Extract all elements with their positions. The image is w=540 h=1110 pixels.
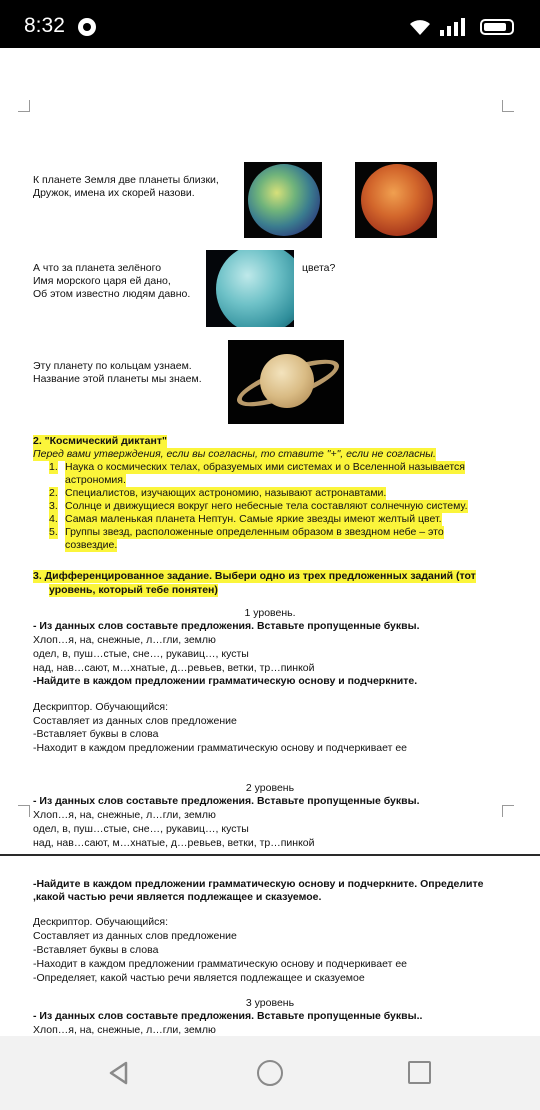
descriptor-item: Составляет из данных слов предложение [33,930,237,942]
dictation-item-number: 2. [49,487,58,499]
dictation-item-number: 1. [49,461,58,473]
home-icon[interactable] [257,1060,283,1086]
task3-heading: уровень, который тебе понятен) [49,584,218,596]
dictation-item: астрономия. [65,474,126,486]
word-set: Хлоп…я, на, снежные, л…гли, землю [33,634,216,646]
descriptor-item: Составляет из данных слов предложение [33,715,237,727]
word-set: Хлоп…я, на, снежные, л…гли, землю [33,1024,216,1036]
task2-title: 2. "Космический диктант" [33,435,167,447]
word-set: одел, в, пуш…стые, сне…, рукавиц…, кусты [33,823,249,835]
level3-instruction: - Из данных слов составьте предложения. Вставьте пропущенные буквы.. [33,1010,423,1022]
dictation-item: Самая маленькая планета Нептун. Самые яркие звезды имеют желтый цвет. [65,513,442,525]
status-icons [408,17,518,37]
word-set: над, нав…сают, м…хнатые, д…ревьев, ветки, тр…пинкой [33,662,315,674]
descriptor-heading: Дескриптор. Обучающийся: [33,916,168,928]
level1-heading: 1 уровень. [244,607,296,619]
wifi-icon [408,17,432,37]
word-set: над, нав…сают, м…хнатые, д…ревьев, ветки, тр…пинкой [33,837,315,849]
riddle-line: Название этой планеты мы знаем. [33,373,202,385]
task2-intro: Перед вами утверждения, если вы согласны, то ставите "+", если не согласны. [33,448,436,460]
battery-icon [480,19,514,35]
riddle-line: Об этом известно людям давно. [33,288,191,300]
dictation-item-number: 5. [49,526,58,538]
document-page-1 [0,100,540,860]
riddle-line: Имя морского царя ей дано, [33,275,171,287]
back-icon[interactable] [106,1060,132,1086]
level2-task: -Найдите в каждом предложении грамматическую основу и подчеркните. Определите [33,878,484,890]
document-viewer[interactable] [0,48,540,1036]
dictation-item: Специалистов, изучающих астрономию, называют астронавтами. [65,487,387,499]
level1-task: -Найдите в каждом предложении грамматическую основу и подчеркните. [33,675,418,687]
venus-image [244,162,322,238]
navigation-bar [0,1036,540,1110]
status-bar [0,0,540,48]
word-set: Хлоп…я, на, снежные, л…гли, землю [33,809,216,821]
descriptor-item: -Определяет, какой частью речи является подлежащее и сказуемое [33,972,365,984]
mars-image [355,162,437,238]
descriptor-item: -Находит в каждом предложении грамматическую основу и подчеркивает ее [33,742,407,754]
dictation-item: Группы звезд, расположенные определенным образом в звездном небе – это [65,526,444,538]
whatsapp-icon [78,18,96,36]
status-time: 8:32 [24,14,65,37]
sheet-top [0,48,540,100]
dictation-item-number: 4. [49,513,58,525]
level2-instruction: - Из данных слов составьте предложения. Вставьте пропущенные буквы. [33,795,420,807]
recents-icon[interactable] [408,1061,431,1084]
document-page-2 [0,856,540,1036]
riddle-line: Эту планету по кольцам узнаем. [33,360,192,372]
dictation-item: Солнце и движущиеся вокруг него небесные тела составляют солнечную систему. [65,500,468,512]
riddle-line: К планете Земля две планеты близки, [33,174,219,186]
level3-heading: 3 уровень [245,997,295,1009]
signal-icon [440,18,468,36]
riddle-line: Дружок, имена их скорей назови. [33,187,195,199]
page-corner-mark [18,100,30,112]
descriptor-item: -Находит в каждом предложении грамматическую основу и подчеркивает ее [33,958,407,970]
riddle-line: А что за планета зелёного [33,262,162,274]
level2-heading: 2 уровень [245,782,295,794]
saturn-image [228,340,344,424]
word-set: одел, в, пуш…стые, сне…, рукавиц…, кусты [33,648,249,660]
descriptor-heading: Дескриптор. Обучающийся: [33,701,168,713]
dictation-item-number: 3. [49,500,58,512]
riddle-line: цвета? [302,262,336,274]
level1-instruction: - Из данных слов составьте предложения. Вставьте пропущенные буквы. [33,620,420,632]
page-corner-mark [18,805,30,817]
page-corner-mark [502,100,514,112]
task3-heading: 3. Дифференцированное задание. Выбери одно из трех предложенных заданий (тот [33,570,476,582]
dictation-item: созвездие. [65,539,118,551]
level2-task: ,какой частью речи является подлежащее и сказуемое. [33,891,322,903]
dictation-item: Наука о космических телах, образуемых ими системах и о Вселенной называется [65,461,465,473]
neptune-image [206,250,294,327]
descriptor-item: -Вставляет буквы в слова [33,728,159,740]
page-corner-mark [502,805,514,817]
descriptor-item: -Вставляет буквы в слова [33,944,159,956]
